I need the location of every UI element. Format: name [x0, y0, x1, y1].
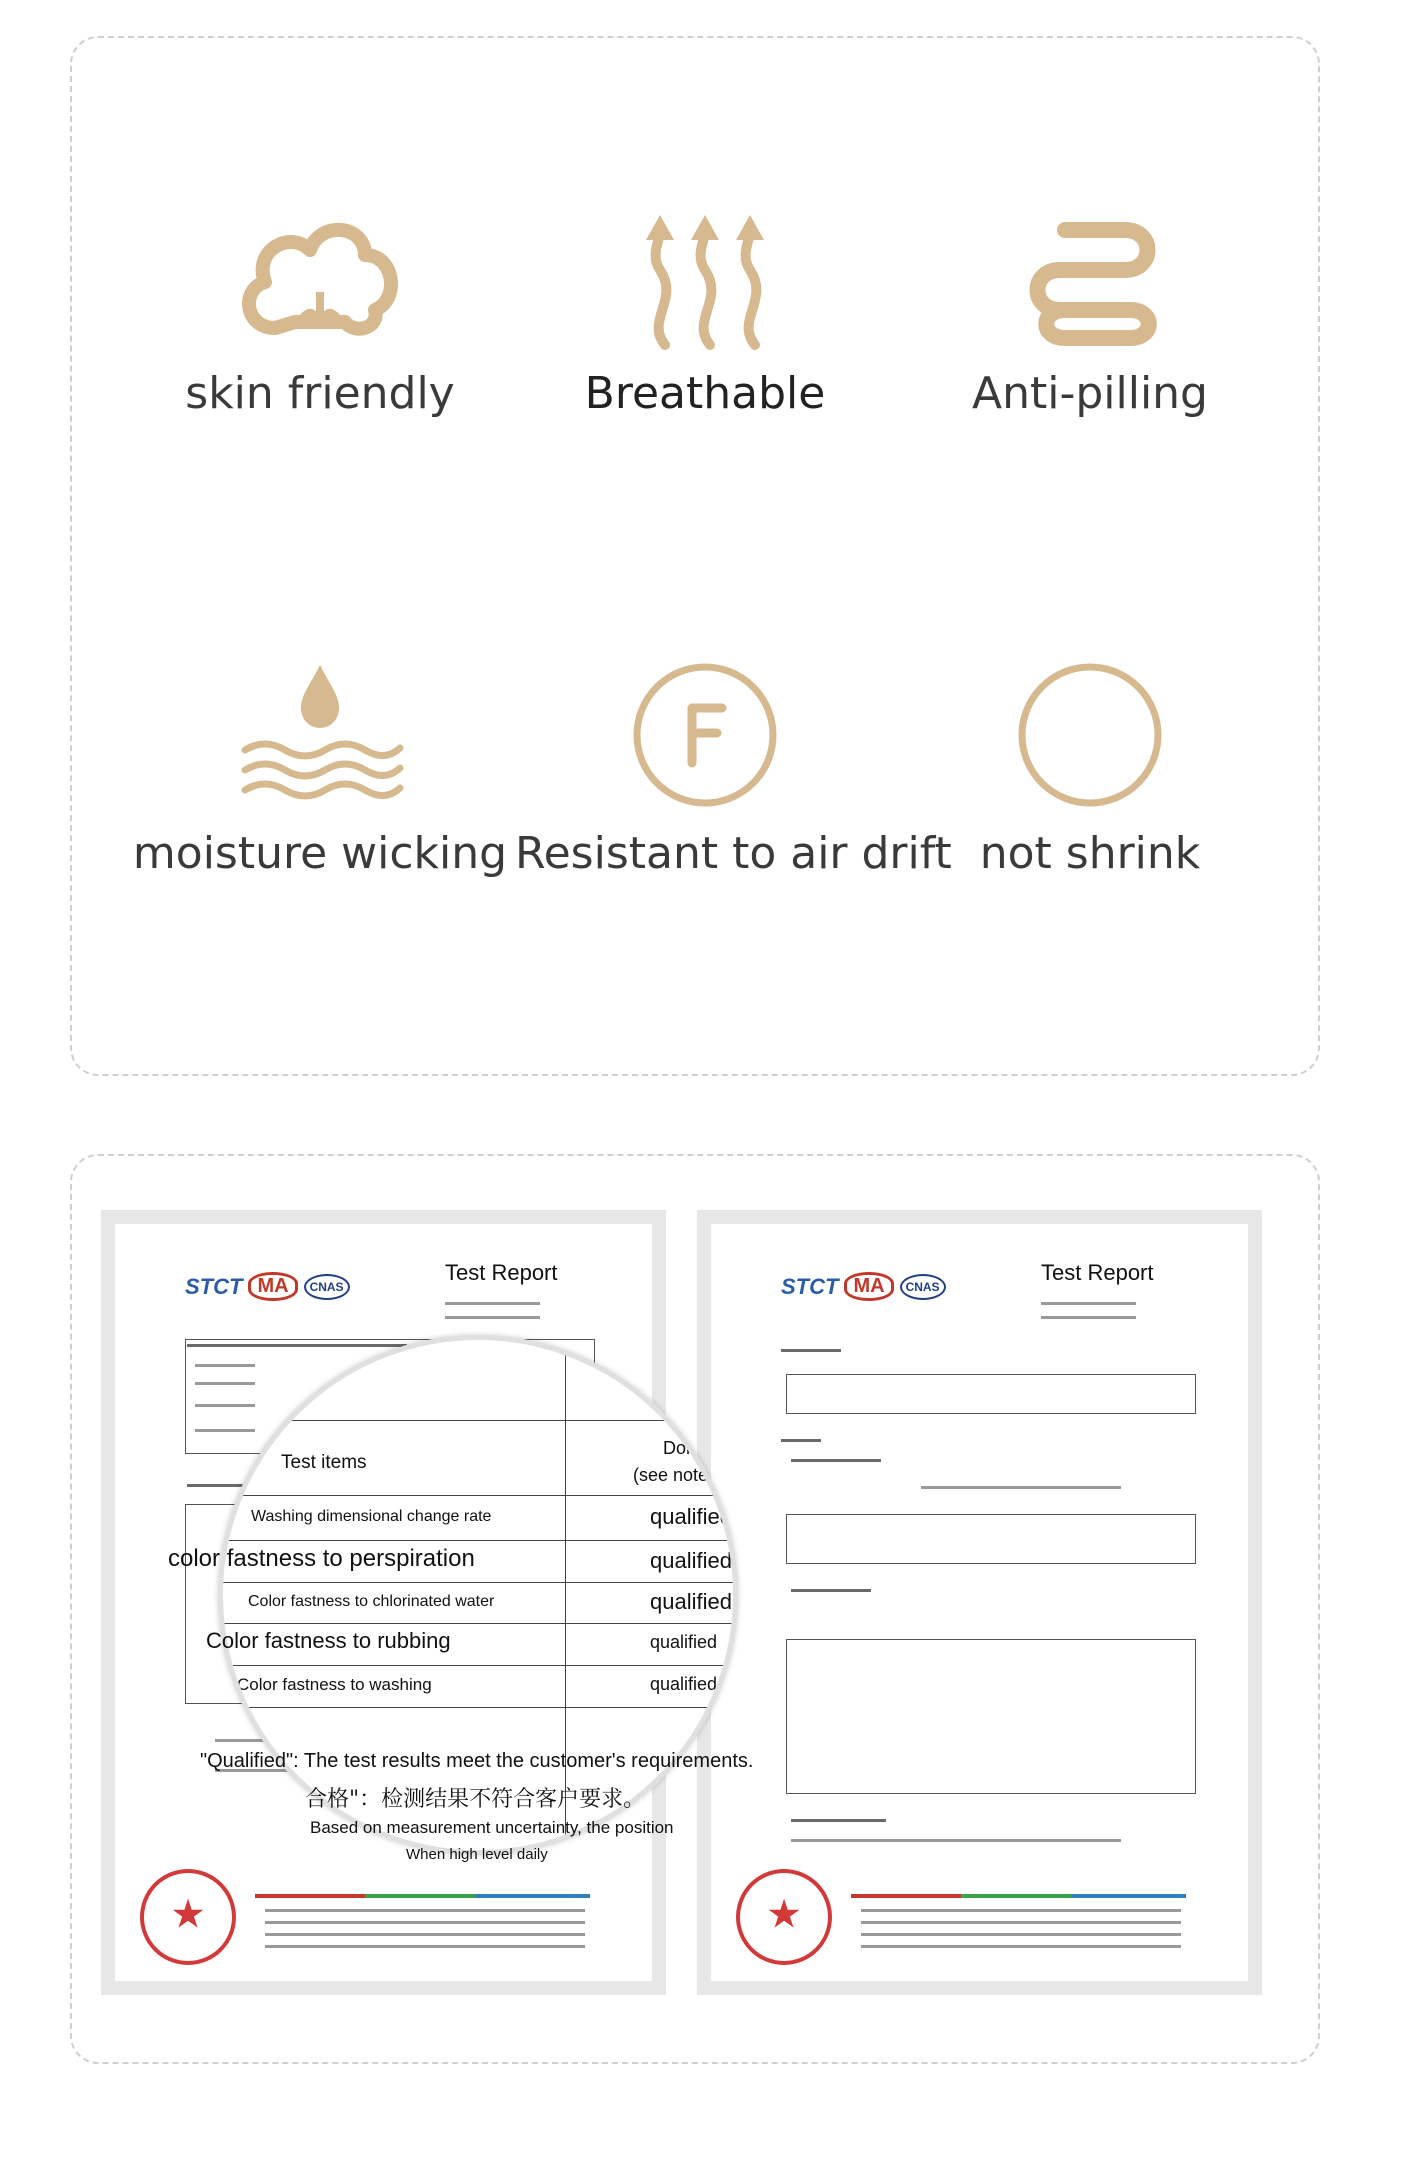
water-drop-icon	[235, 660, 405, 810]
wavy-arrows-icon	[620, 210, 790, 350]
column-header-done-note: (see notes	[633, 1465, 718, 1485]
report-logos	[781, 1272, 946, 1301]
test-item-perspiration: color fastness to perspiration	[168, 1545, 475, 1572]
uncertainty-note: Based on measurement uncertainty, the position	[310, 1818, 674, 1837]
test-result: qualified	[650, 1632, 718, 1652]
report-title: Test Report	[1041, 1260, 1154, 1285]
test-item: Washing dimensional change rate	[251, 1508, 492, 1525]
report-title: Test Report	[445, 1260, 558, 1285]
column-header-done: Done	[663, 1438, 707, 1458]
test-result: qualified	[650, 1504, 732, 1529]
feature-not-shrink	[900, 660, 1280, 879]
column-header-items: Test items	[281, 1452, 367, 1473]
cnas-logo: CNAS	[900, 1274, 946, 1300]
stct-logo: STCT	[185, 1273, 243, 1299]
circle-icon	[1005, 660, 1175, 810]
star-icon: ★	[766, 1891, 802, 1938]
f-circle-icon	[620, 660, 790, 810]
feature-breathable	[515, 210, 895, 419]
test-result: qualified	[650, 1589, 732, 1614]
test-result: qualified	[650, 1548, 732, 1573]
feature-label: skin friendly	[185, 368, 455, 419]
red-stamp	[736, 1869, 832, 1965]
test-item-rubbing: Color fastness to rubbing	[206, 1628, 451, 1653]
red-stamp	[140, 1869, 236, 1965]
test-item: Color fastness to washing	[237, 1675, 432, 1694]
magnifier-lens	[218, 1335, 738, 1855]
qualified-note: "Qualified": The test results meet the customer's requirements.	[200, 1750, 754, 1772]
feature-moisture-wicking	[130, 660, 510, 879]
feature-label: not shrink	[979, 828, 1201, 879]
feature-anti-pilling	[900, 210, 1280, 419]
qualified-note-cn: 合格"：检测结果不符合客户要求。	[305, 1787, 646, 1812]
daily-note: When high level daily	[406, 1846, 548, 1863]
stct-logo: STCT	[781, 1273, 839, 1299]
feature-label: Resistant to air drift	[515, 828, 952, 879]
report-paper	[711, 1224, 1248, 1981]
cnas-logo: CNAS	[304, 1274, 350, 1300]
test-result: qualified	[650, 1674, 718, 1694]
test-item: Color fastness to chlorinated water	[248, 1593, 495, 1610]
feature-label: Breathable	[584, 368, 826, 419]
report-logos	[185, 1272, 350, 1301]
features-panel	[70, 36, 1320, 1076]
ma-logo: MA	[844, 1272, 893, 1301]
feature-label: moisture wicking	[132, 828, 508, 879]
cotton-icon	[235, 210, 405, 350]
feature-label: Anti-pilling	[972, 368, 1208, 419]
feature-skin-friendly	[130, 210, 510, 419]
feature-resistant-air-drift	[515, 660, 952, 879]
test-report-right	[697, 1210, 1262, 1995]
coil-icon	[1005, 210, 1175, 350]
star-icon: ★	[170, 1891, 206, 1938]
ma-logo: MA	[248, 1272, 297, 1301]
